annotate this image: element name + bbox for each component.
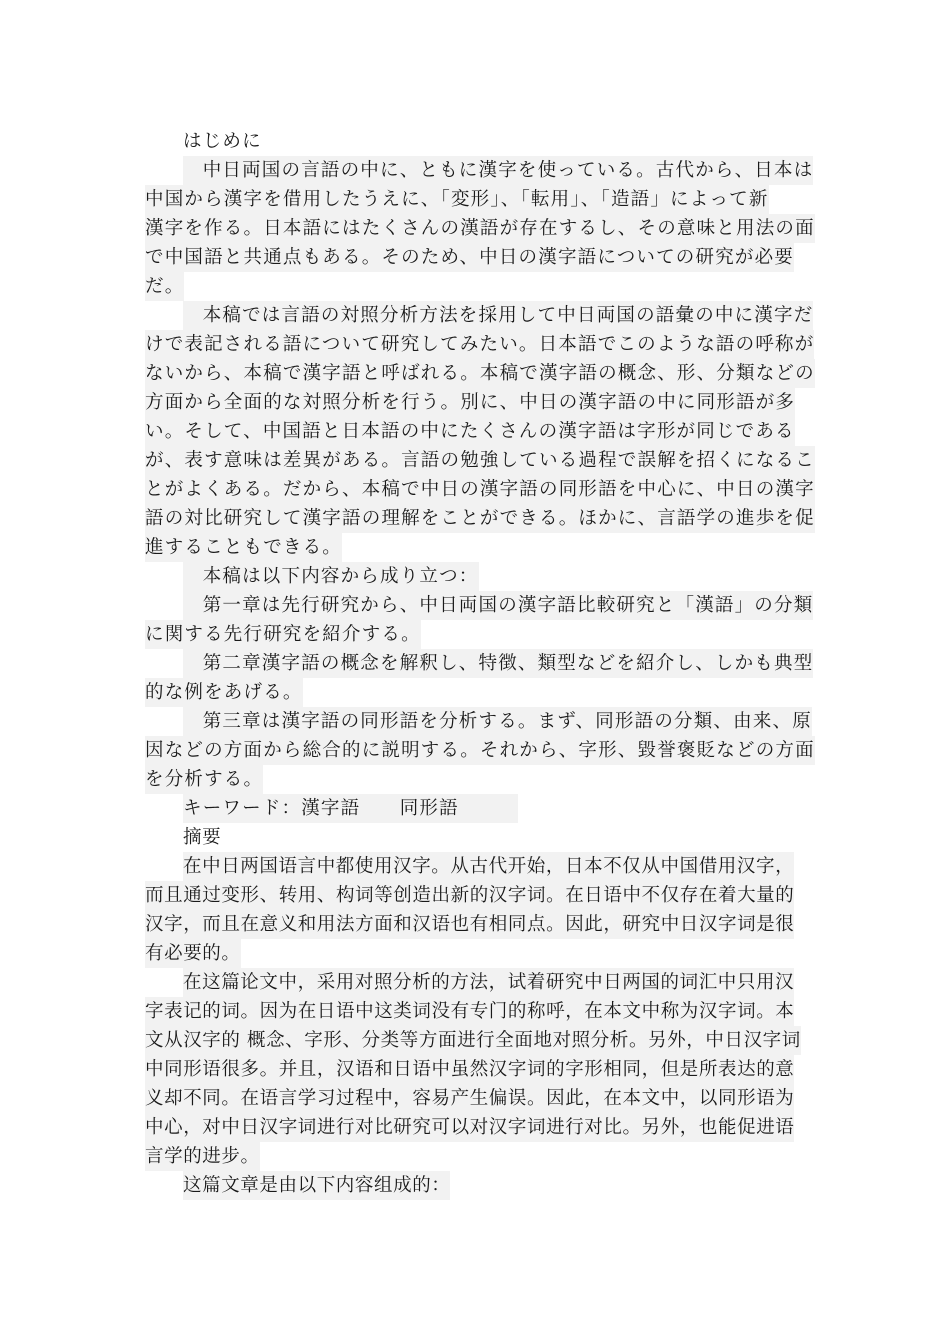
zh-p1-line: 汉字，而且在意义和用法方面和汉语也有相同点。因此，研究中日汉字词是很 bbox=[145, 910, 794, 939]
zh-p1-line: 而且通过变形、转用、构词等创造出新的汉字词。在日语中不仅存在着大量的 bbox=[145, 881, 794, 910]
jp-keywords: キーワード：漢字語 同形語 bbox=[183, 794, 518, 823]
jp-intro-p2-line: 方面から全面的な対照分析を行う。別に、中日の漢字語の中に同形語が多 bbox=[145, 388, 795, 417]
jp-chapter-3-line: 因などの方面から総合的に説明する。それから、字形、毀誉褒貶などの方面 bbox=[145, 736, 815, 765]
jp-chapter-3-line: 第三章は漢字語の同形語を分析する。まず、同形語の分類、由来、原 bbox=[183, 707, 812, 736]
jp-chapter-1-line: 第一章は先行研究から、中日両国の漢字語比較研究と「漢語」の分類 bbox=[183, 591, 813, 620]
zh-p1-line: 在中日两国语言中都使用汉字。从古代开始，日本不仅从中国借用汉字， bbox=[183, 852, 794, 881]
jp-intro-p1-line: 中国から漢字を借用したうえに、「変形」、「転用」、「造語」によって新 bbox=[145, 185, 769, 214]
jp-chapter-2-line: 第二章漢字語の概念を解釈し、特徴、類型などを紹介し、しかも典型 bbox=[183, 649, 813, 678]
zh-p1-line: 有必要的。 bbox=[145, 939, 241, 968]
jp-intro-p2-line: 進することもできる。 bbox=[145, 533, 342, 562]
jp-intro-p1-line: 漢字を作る。日本語にはたくさんの漢語が存在するし、その意味と用法の面 bbox=[145, 214, 815, 243]
jp-structure-intro: 本稿は以下内容から成り立つ： bbox=[183, 562, 479, 591]
zh-p2-line: 在这篇论文中，采用对照分析的方法，试着研究中日两国的词汇中只用汉 bbox=[183, 968, 794, 997]
jp-intro-p2-line: とがよくある。だから、本稿で中日の漢字語の同形語を中心に、中日の漢字 bbox=[145, 475, 815, 504]
jp-chapter-1-line: に関する先行研究を紹介する。 bbox=[145, 620, 421, 649]
jp-chapter-2-line: 的な例をあげる。 bbox=[145, 678, 303, 707]
jp-intro-p2-line: 本稿では言語の対照分析方法を採用して中日両国の語彙の中に漢字だ bbox=[183, 301, 813, 330]
jp-intro-p2-line: ないから、本稿で漢字語と呼ばれる。本稿で漢字語の概念、形、分類などの bbox=[145, 359, 815, 388]
jp-heading: はじめに bbox=[183, 131, 262, 152]
zh-p2-line: 中心，对中日汉字词进行对比研究可以对汉字词进行对比。另外，也能促进语 bbox=[145, 1113, 794, 1142]
jp-intro-p2-line: けで表記される語について研究してみたい。日本語でこのような語の呼称が bbox=[145, 330, 814, 359]
jp-intro-p1-line: で中国語と共通点もある。そのため、中日の漢字語についての研究が必要 bbox=[145, 243, 794, 272]
zh-p2-line: 言学的进步。 bbox=[145, 1142, 260, 1171]
jp-intro-p1-line: 中日両国の言語の中に、ともに漢字を使っている。古代から、日本は bbox=[183, 156, 813, 185]
zh-p2-line: 中同形语很多。并且，汉语和日语中虽然汉字词的字形相同，但是所表达的意 bbox=[145, 1055, 794, 1084]
zh-structure-intro: 这篇文章是由以下内容组成的： bbox=[183, 1171, 450, 1200]
jp-intro-p2-line: 語の対比研究して漢字語の理解をことができる。ほかに、言語学の進歩を促 bbox=[145, 504, 815, 533]
jp-intro-p2-line: い。そして、中国語と日本語の中にたくさんの漢字語は字形が同じである bbox=[145, 417, 795, 446]
zh-p2-line: 义却不同。在语言学习过程中，容易产生偏误。因此，在本文中，以同形语为 bbox=[145, 1084, 794, 1113]
zh-p2-line: 字表记的词。因为在日语中这类词没有专门的称呼，在本文中称为汉字词。本 bbox=[145, 997, 794, 1026]
zh-heading: 摘要 bbox=[183, 827, 222, 848]
jp-intro-p1-line: だ。 bbox=[145, 272, 184, 301]
jp-chapter-3-line: を分析する。 bbox=[145, 765, 263, 794]
jp-intro-p2-line: が、表す意味は差異がある。言語の勉強している過程で誤解を招くになるこ bbox=[145, 446, 815, 475]
zh-p2-line: 文从汉字的 概念、字形、分类等方面进行全面地对照分析。另外，中日汉字词 bbox=[145, 1026, 801, 1055]
